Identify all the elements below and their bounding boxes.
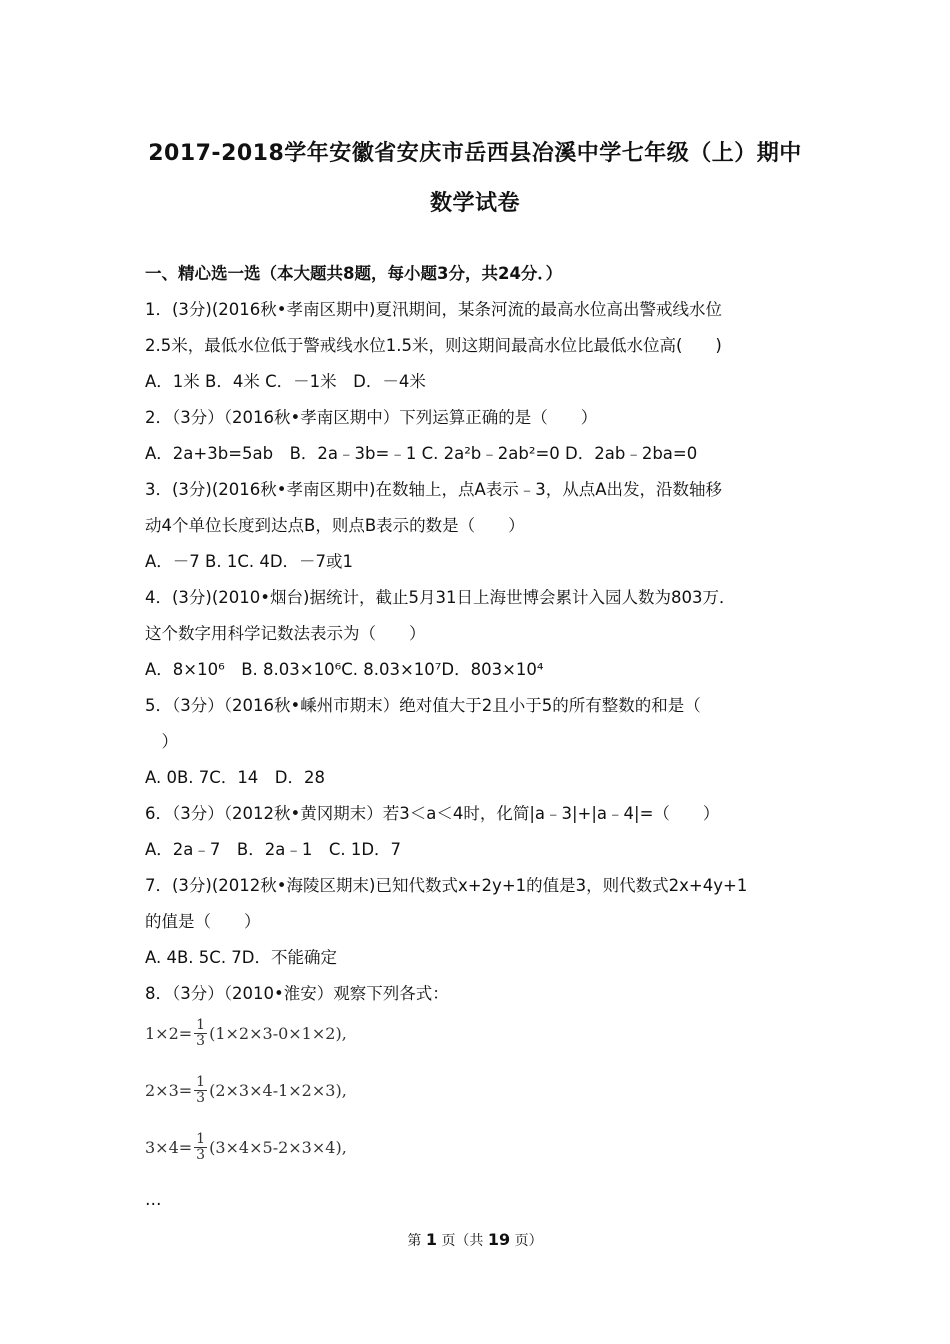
question-line: 3．(3分)(2016秋•孝南区期中)在数轴上，点A表示﹣3，从点A出发，沿数轴移 (145, 480, 723, 499)
question-line: 5．（3分）（2016秋•嵊州市期末）绝对值大于2且小于5的所有整数的和是（ (145, 696, 701, 715)
question-line: ） (145, 732, 178, 751)
question-line: 7．(3分)(2012秋•海陵区期末)已知代数式x+2y+1的值是3，则代数式2x+4y+1 (145, 876, 748, 895)
question-line: 8．（3分）（2010•淮安）观察下列各式： (145, 984, 449, 1003)
answer-options: A．2a﹣7 B．2a﹣1 C. 1D．7 (145, 840, 402, 859)
section-heading: 一、精心选一选（本大题共8题，每小题3分，共24分．） (145, 264, 563, 283)
answer-options: A. 4B. 5C. 7D．不能确定 (145, 948, 338, 967)
page-footer: 第 1 页（共 19 页） (407, 1230, 543, 1249)
answer-options: A．－7 B. 1C. 4D．－7或1 (145, 552, 354, 571)
answer-options: A．2a+3b=5ab B．2a﹣3b=﹣1 C. 2a²b﹣2ab²=0 D．2ab﹣2ba=0 (145, 444, 698, 463)
answer-options: A．1米 B．4米 C．－1米 D．－4米 (145, 372, 426, 391)
formula-row: 2×3= $\frac{1}{3}$ (2×3×4-1×2×3), (145, 1074, 347, 1106)
question-line: 的值是（ ） (145, 912, 261, 931)
ellipsis: … (145, 1190, 162, 1209)
question-line: 这个数字用科学记数法表示为（ ） (145, 624, 426, 643)
formula-row: 3×4= $\frac{1}{3}$ (3×4×5-2×3×4), (145, 1131, 347, 1163)
question-line: 6．（3分）（2012秋•黄冈期末）若3＜a＜4时，化简|a﹣3|+|a﹣4|=（ ） (145, 804, 720, 823)
answer-options: A．8×10⁶ B. 8.03×10⁶C. 8.03×10⁷D．803×10⁴ (145, 660, 544, 679)
answer-options: A. 0B. 7C．14 D．28 (145, 768, 326, 787)
question-line: 4．(3分)(2010•烟台)据统计，截止5月31日上海世博会累计入园人数为803万． (145, 588, 736, 607)
question-line: 1．(3分)(2016秋•孝南区期中)夏汛期间，某条河流的最高水位高出警戒线水位 (145, 300, 722, 319)
question-line: 动4个单位长度到达点B，则点B表示的数是（ ） (145, 516, 525, 535)
total-page-number: 19 (487, 1230, 511, 1249)
current-page-number: 1 (425, 1230, 437, 1249)
title-line-2: 数学试卷 (429, 191, 520, 216)
formula-row: 1×2= $\frac{1}{3}$ (1×2×3-0×1×2), (145, 1017, 347, 1049)
question-line: 2．（3分）（2016秋•孝南区期中）下列运算正确的是（ ） (145, 408, 598, 427)
question-line: 2.5米，最低水位低于警戒线水位1.5米，则这期间最高水位比最低水位高( ) (145, 336, 722, 355)
title-line-1: 2017-2018学年安徽省安庆市岳西县冶溪中学七年级（上）期中 (148, 141, 802, 166)
